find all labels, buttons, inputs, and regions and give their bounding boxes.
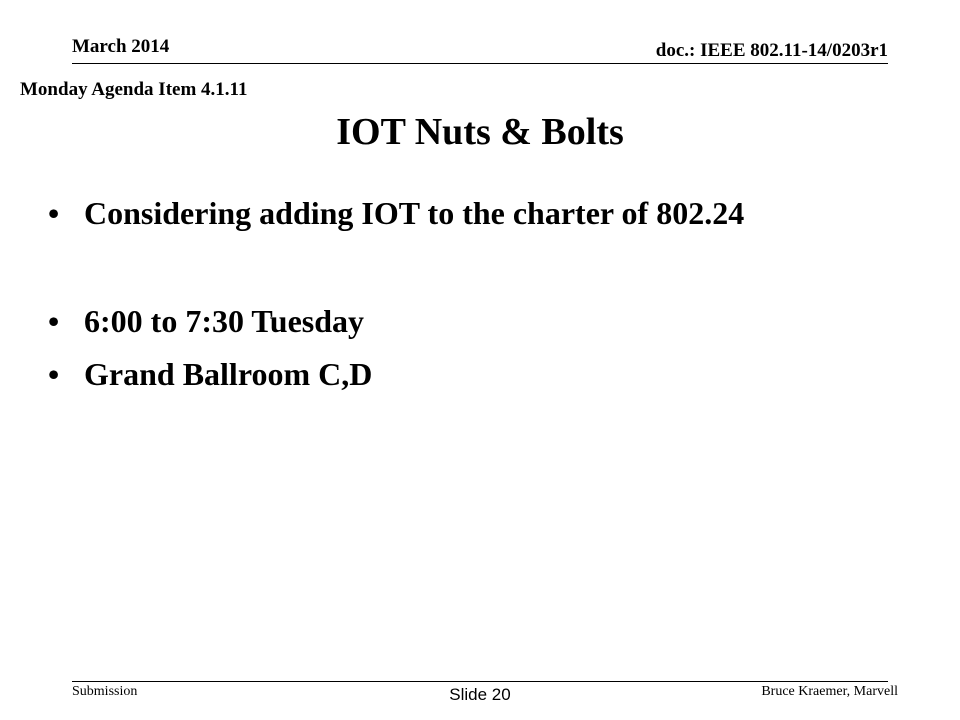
footer-slide-number: Slide 20 xyxy=(449,685,511,704)
bullet-marker: • xyxy=(48,356,60,392)
bullet-text: Grand Ballroom C,D xyxy=(84,356,373,392)
slide-title: IOT Nuts & Bolts xyxy=(336,111,624,153)
bullet-item xyxy=(48,194,744,232)
bullet-marker: • xyxy=(48,195,60,231)
header-divider xyxy=(72,63,888,64)
bullet-text: 6:00 to 7:30 Tuesday xyxy=(84,303,365,339)
bullet-marker: • xyxy=(48,303,60,339)
header-date: March 2014 xyxy=(72,36,170,57)
bullet-item xyxy=(48,302,364,340)
agenda-item-label: Monday Agenda Item 4.1.11 xyxy=(20,79,248,100)
header-doc-id: doc.: IEEE 802.11-14/0203r1 xyxy=(655,40,888,61)
footer-divider xyxy=(72,681,888,682)
footer-submission: Submission xyxy=(72,684,138,699)
footer-author: Bruce Kraemer, Marvell xyxy=(761,684,898,699)
bullet-text: Considering adding IOT to the charter of 802.24 xyxy=(84,195,745,231)
bullet-item xyxy=(48,355,372,393)
